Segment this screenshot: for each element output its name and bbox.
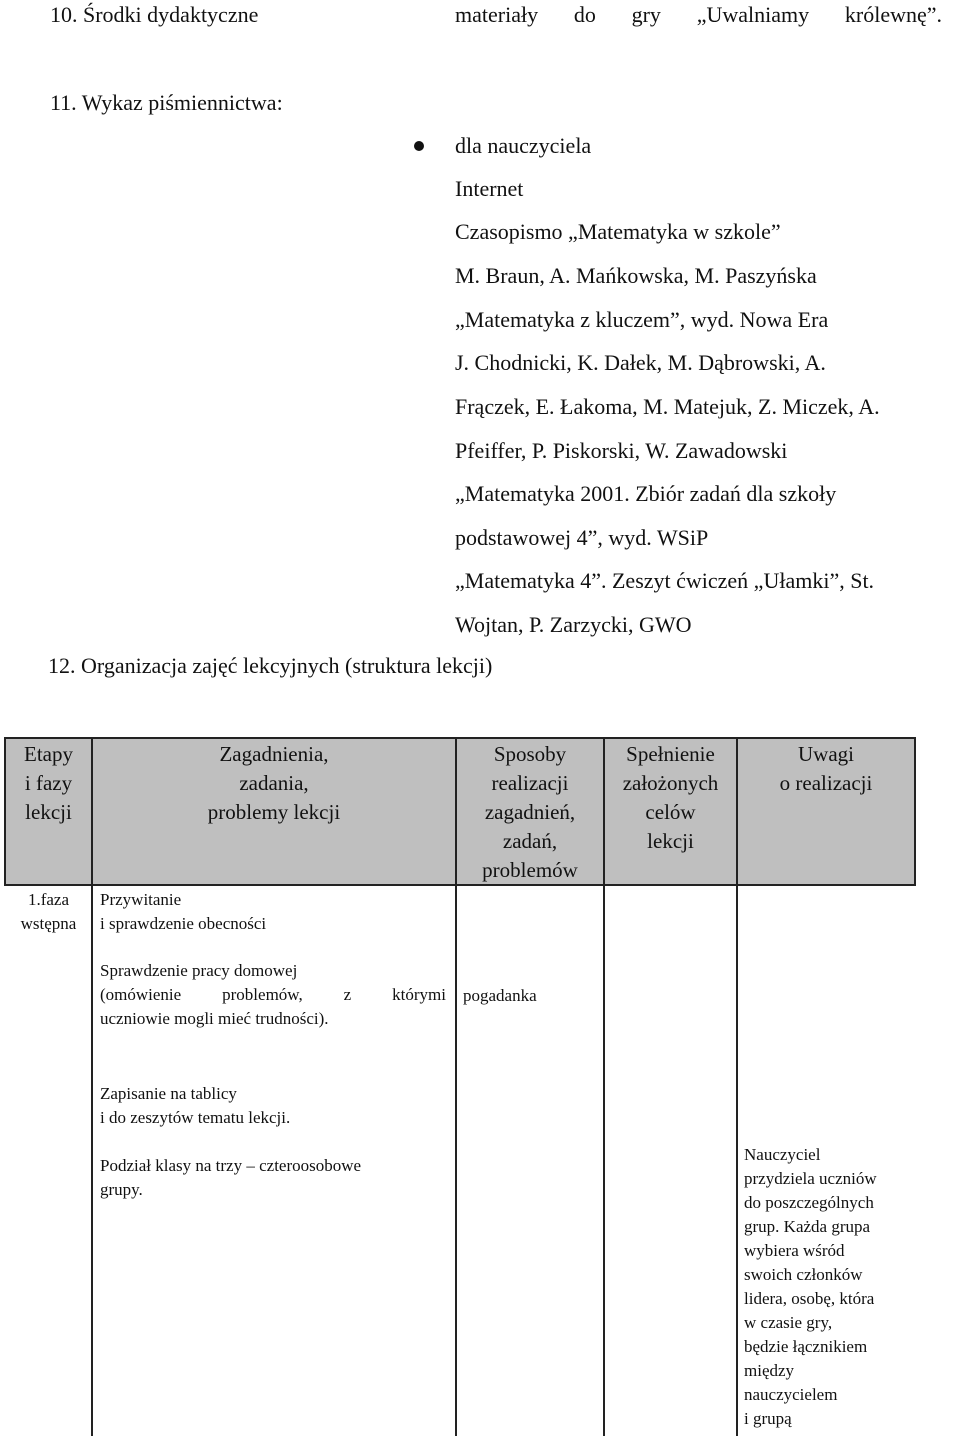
cell-line: Przywitanie (100, 890, 182, 909)
cell-line: i sprawdzenie obecności (100, 914, 267, 933)
cell-line: grupy. (100, 1180, 143, 1199)
header-line: Etapy (24, 742, 73, 766)
header-line: celów (645, 800, 696, 824)
cell-line: i do zeszytów tematu lekcji. (100, 1108, 291, 1127)
header-line: zagadnień, (484, 800, 576, 824)
remarks-cell (744, 1143, 914, 1431)
phase-label (6, 888, 91, 936)
cell-line: Nauczyciel (744, 1145, 821, 1164)
cell-line: uczniowie mogli mieć trudności). (100, 1009, 329, 1028)
cell-line: Podział klasy na trzy – czteroosobowe (100, 1156, 362, 1175)
header-line: problemów (482, 858, 578, 882)
section-12-title: 12. Organizacja zajęć lekcyjnych (struktura lekcji) (48, 653, 493, 678)
cell-line: Zapisanie na tablicy (100, 1084, 237, 1103)
literature-line: Wojtan, P. Zarzycki, GWO (455, 612, 692, 637)
header-topics (93, 740, 455, 827)
cell-line: grup. Każda grupa (744, 1217, 871, 1236)
header-line: Sposoby (493, 742, 567, 766)
homework-cell (100, 959, 446, 1031)
literature-line: podstawowej 4”, wyd. WSiP (455, 525, 709, 550)
header-line: lekcji (647, 829, 694, 853)
header-line: założonych (622, 771, 719, 795)
section-10-title: 10. Środki dydaktyczne (50, 2, 259, 27)
header-line: Zagadnienia, (219, 742, 329, 766)
literature-line: „Matematyka z kluczem”, wyd. Nowa Era (455, 307, 829, 332)
literature-audience: dla nauczyciela (455, 133, 592, 158)
cell-line: między (744, 1361, 795, 1380)
groups-cell (100, 1154, 450, 1202)
literature-line: „Matematyka 2001. Zbiór zadań dla szkoły (455, 481, 837, 506)
cell-line: będzie łącznikiem (744, 1337, 868, 1356)
cell-line: Sprawdzenie pracy domowej (100, 961, 298, 980)
header-line: i fazy (24, 771, 73, 795)
cell-line: i grupą (744, 1409, 792, 1428)
literature-line: Czasopismo „Matematyka w szkole” (455, 219, 781, 244)
header-remarks (738, 740, 914, 798)
section-10-value: materiały do gry „Uwalniamy królewnę”. (455, 2, 942, 27)
header-goals (605, 740, 736, 856)
literature-line: Pfeiffer, P. Piskorski, W. Zawadowski (455, 438, 788, 463)
header-line: o realizacji (779, 771, 873, 795)
lesson-structure-table (4, 737, 916, 1436)
literature-line: „Matematyka 4”. Zeszyt ćwiczeń „Ułamki”, St. (455, 568, 875, 593)
cell-line: swoich członków (744, 1265, 863, 1284)
cell-line: (omówienie problemów, z którymi (100, 985, 446, 1004)
phase-line: wstępna (20, 914, 77, 933)
header-methods (457, 740, 603, 885)
cell-line: do poszczególnych (744, 1193, 874, 1212)
bullet-icon (414, 141, 424, 151)
phase-line: 1.faza (27, 890, 70, 909)
literature-line: J. Chodnicki, K. Dałek, M. Dąbrowski, A. (455, 350, 826, 375)
header-stages (6, 740, 91, 827)
literature-line: Internet (455, 176, 524, 201)
cell-line: lidera, osobę, która (744, 1289, 875, 1308)
cell-line: wybiera wśród (744, 1241, 845, 1260)
literature-line: M. Braun, A. Mańkowska, M. Paszyńska (455, 263, 817, 288)
header-line: problemy lekcji (207, 800, 341, 824)
header-line: zadania, (239, 771, 309, 795)
header-line: realizacji (491, 771, 569, 795)
section-11-title: 11. Wykaz piśmiennictwa: (50, 90, 283, 115)
header-line: Uwagi (798, 742, 854, 766)
header-line: zadań, (502, 829, 558, 853)
greeting-cell (100, 888, 450, 936)
topic-cell (100, 1082, 450, 1130)
header-line: lekcji (25, 800, 72, 824)
cell-line: przydziela uczniów (744, 1169, 877, 1188)
literature-line: Frączek, E. Łakoma, M. Matejuk, Z. Miczek, A. (455, 394, 880, 419)
cell-line: w czasie gry, (744, 1313, 833, 1332)
homework-method-cell: pogadanka (463, 986, 537, 1005)
header-line: Spełnienie (626, 742, 715, 766)
cell-line: nauczycielem (744, 1385, 838, 1404)
